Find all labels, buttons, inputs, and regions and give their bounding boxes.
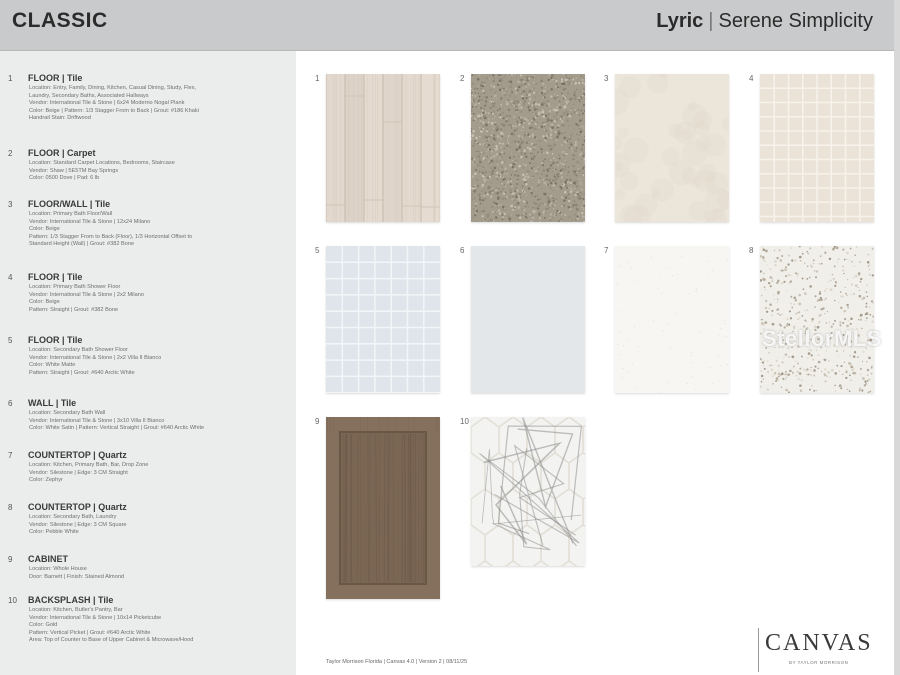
spec-detail-line: Location: Entry, Family, Dining, Kitchen, Casual Dining, Study, Flex, bbox=[29, 85, 196, 91]
material-swatch bbox=[615, 246, 729, 393]
footer-note: Taylor Morrison Florida | Canvas 4.0 | Version 2 | 08/11/25 bbox=[326, 659, 468, 665]
material-swatch bbox=[615, 74, 729, 222]
swatch-texture bbox=[615, 246, 729, 393]
swatch-texture bbox=[471, 417, 585, 566]
spec-detail-line: Pattern: Straight | Grout: #382 Bone bbox=[29, 306, 119, 313]
swatch-texture bbox=[760, 74, 874, 222]
spec-number: 9 bbox=[8, 555, 13, 564]
swatch-texture bbox=[615, 74, 729, 222]
swatch-number: 3 bbox=[604, 74, 609, 83]
spec-details bbox=[29, 160, 291, 183]
spec-detail-line: Standard Height (Wall) | Grout: #382 Bone bbox=[29, 241, 135, 248]
swatch-number: 8 bbox=[749, 246, 754, 255]
spec-details bbox=[29, 85, 291, 123]
spec-number: 8 bbox=[8, 503, 13, 512]
spec-detail-line: Location: Secondary Bath Wall bbox=[29, 410, 106, 416]
spec-detail-line: Color: Beige bbox=[29, 226, 60, 233]
spec-detail-line: Location: Secondary Bath, Laundry bbox=[29, 514, 117, 520]
spec-detail-line: Location: Kitchen, Butler's Pantry, Bar bbox=[29, 607, 123, 613]
swatch-texture bbox=[326, 417, 440, 599]
logo-wordmark: CANVAS bbox=[765, 630, 873, 656]
spec-title: CABINET bbox=[28, 554, 68, 564]
material-swatch bbox=[471, 74, 585, 222]
header-bar bbox=[0, 0, 895, 51]
spec-detail-line: Vendor: International Tile & Stone | 2x2 Villa II Bianco bbox=[29, 354, 162, 361]
spec-detail-line: Color: Beige bbox=[29, 299, 60, 306]
spec-detail-line: Door: Barnett | Finish: Stained Almond bbox=[29, 573, 125, 580]
spec-details bbox=[29, 462, 291, 485]
spec-detail-line: Vendor: Silestone | Edge: 3 CM Straight bbox=[29, 469, 128, 476]
spec-details bbox=[29, 211, 291, 249]
spec-detail-line: Pattern: 1/3 Stagger From to Back (Floor), 1/3 Horizontal Offset to bbox=[29, 233, 193, 240]
spec-title: WALL | Tile bbox=[28, 398, 77, 408]
spec-number: 6 bbox=[8, 399, 13, 408]
canvas-logo bbox=[758, 628, 881, 672]
spec-number: 5 bbox=[8, 336, 13, 345]
spec-detail-line: Location: Kitchen, Primary Bath, Bar, Drop Zone bbox=[29, 462, 149, 468]
material-swatch bbox=[760, 246, 874, 393]
spec-detail-line: Pattern: Vertical Picket | Grout: #640 Arctic White bbox=[29, 629, 151, 636]
spec-detail-line: Color: Beige | Pattern: 1/3 Stagger From to Back | Grout: #186 Khaki bbox=[29, 107, 199, 114]
spec-title: FLOOR | Tile bbox=[28, 335, 83, 345]
spec-number: 3 bbox=[8, 200, 13, 209]
spec-detail-line: Location: Primary Bath Floor/Wall bbox=[29, 211, 113, 217]
swatch-number: 5 bbox=[315, 246, 320, 255]
spec-detail-line: Vendor: International Tile & Stone | 2x2 Milano bbox=[29, 291, 144, 298]
spec-number: 4 bbox=[8, 273, 13, 282]
spec-details bbox=[29, 607, 291, 645]
spec-detail-line: Pattern: Straight | Grout: #640 Arctic White bbox=[29, 369, 135, 376]
collection-title: CLASSIC bbox=[12, 9, 108, 32]
material-swatch bbox=[471, 246, 585, 393]
swatch-number: 1 bbox=[315, 74, 320, 83]
spec-title: FLOOR | Tile bbox=[28, 272, 83, 282]
spec-detail-line: Vendor: International Tile & Stone | 6x24 Moderno Nogal Plank bbox=[29, 100, 185, 107]
swatch-number: 7 bbox=[604, 246, 609, 255]
spec-title: COUNTERTOP | Quartz bbox=[28, 502, 127, 512]
spec-detail-line: Color: Zephyr bbox=[29, 477, 63, 484]
spec-detail-line: Location: Primary Bath Shower Floor bbox=[29, 284, 121, 290]
swatch-number: 10 bbox=[460, 417, 469, 426]
swatch-number: 9 bbox=[315, 417, 320, 426]
swatch-board bbox=[298, 51, 894, 675]
logo-tagline: BY TAYLOR MORRISON bbox=[789, 660, 849, 665]
material-swatch bbox=[326, 74, 440, 222]
spec-sidebar bbox=[0, 51, 296, 675]
material-swatch bbox=[326, 417, 440, 599]
spec-detail-line: Vendor: Shaw | 5E5TM Bay Springs bbox=[29, 167, 119, 174]
spec-details bbox=[29, 347, 291, 377]
spec-details bbox=[29, 514, 291, 537]
spec-details bbox=[29, 410, 291, 433]
spec-number: 2 bbox=[8, 149, 13, 158]
spec-title: BACKSPLASH | Tile bbox=[28, 595, 114, 605]
spec-title: COUNTERTOP | Quartz bbox=[28, 450, 127, 460]
title-separator: | bbox=[708, 10, 714, 32]
swatch-texture bbox=[326, 74, 440, 222]
material-swatch bbox=[471, 417, 585, 566]
spec-detail-line: Area: Top of Counter to Base of Upper Cabinet & Microwave/Hood bbox=[29, 637, 194, 644]
mls-watermark: StellorMLS bbox=[762, 326, 882, 351]
material-swatch bbox=[326, 246, 440, 393]
spec-number: 10 bbox=[8, 596, 17, 605]
swatch-number: 4 bbox=[749, 74, 754, 83]
spec-number: 1 bbox=[8, 74, 13, 83]
spec-title: FLOOR | Carpet bbox=[28, 148, 96, 158]
page-edge bbox=[894, 0, 900, 675]
spec-title: FLOOR | Tile bbox=[28, 73, 83, 83]
package-title bbox=[656, 10, 873, 33]
swatch-number: 6 bbox=[460, 246, 465, 255]
spec-detail-line: Location: Whole House bbox=[29, 566, 87, 572]
spec-detail-line: Vendor: International Tile & Stone | 12x24 Milano bbox=[29, 218, 151, 225]
spec-title: FLOOR/WALL | Tile bbox=[28, 199, 111, 209]
spec-detail-line: Color: 0500 Dove | Pad: 6 lb bbox=[29, 175, 100, 182]
spec-number: 7 bbox=[8, 451, 13, 460]
spec-detail-line: Location: Secondary Bath Shower Floor bbox=[29, 347, 128, 353]
spec-detail-line: Vendor: Silestone | Edge: 3 CM Square bbox=[29, 521, 127, 528]
swatch-texture bbox=[760, 246, 874, 393]
spec-detail-line: Handrail Stain: Driftwood bbox=[29, 115, 91, 122]
swatch-texture bbox=[471, 246, 585, 393]
swatch-texture bbox=[326, 246, 440, 393]
brand-name: Lyric bbox=[656, 10, 704, 32]
swatch-texture bbox=[471, 74, 585, 222]
spec-details bbox=[29, 566, 291, 581]
spec-detail-line: Color: White Satin | Pattern: Vertical Straight | Grout: #640 Arctic White bbox=[29, 425, 205, 432]
spec-detail-line: Color: White Matte bbox=[29, 362, 76, 369]
spec-detail-line: Color: Gold bbox=[29, 622, 58, 629]
package-subtitle: Serene Simplicity bbox=[718, 10, 873, 32]
spec-detail-line: Location: Standard Carpet Locations, Bedrooms, Staircase bbox=[29, 160, 175, 166]
spec-detail-line: Color: Pebble White bbox=[29, 529, 79, 536]
spec-detail-line: Vendor: International Tile & Stone | 3x10 Villa II Bianco bbox=[29, 417, 165, 424]
spec-details bbox=[29, 284, 291, 314]
spec-detail-line: Vendor: International Tile & Stone | 10x14 Picketcube bbox=[29, 614, 162, 621]
spec-detail-line: Laundry, Secondary Baths, Associated Hallways bbox=[29, 92, 149, 99]
material-swatch bbox=[760, 74, 874, 222]
swatch-number: 2 bbox=[460, 74, 465, 83]
